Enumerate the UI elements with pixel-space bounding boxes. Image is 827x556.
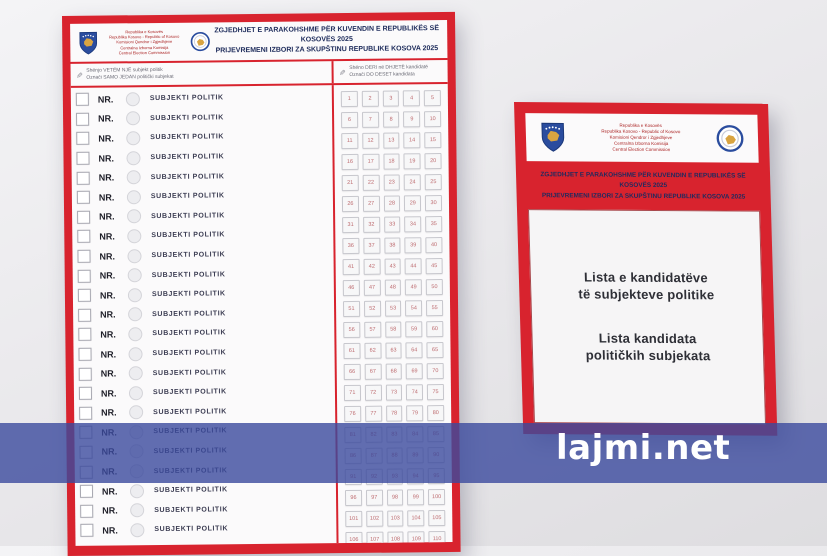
mark-checkbox (80, 504, 93, 517)
candidate-number-cell: 48 (384, 279, 401, 295)
row-number-label: NR. (99, 290, 116, 301)
row-number-label: NR. (99, 211, 115, 222)
party-row (71, 126, 332, 148)
candidate-number-cell: 39 (405, 237, 422, 253)
candidate-number-cell: 72 (365, 385, 382, 401)
row-number-label: NR. (99, 231, 115, 242)
candidate-number-cell: 70 (427, 363, 444, 379)
candidate-number-cell: 49 (405, 279, 422, 295)
cec-line: Republika Kosovo - Republic of Kosovo (109, 33, 180, 40)
candidate-number-cell: 74 (406, 384, 423, 400)
candidate-number-cell: 14 (404, 132, 421, 148)
party-logo-placeholder-icon (127, 170, 141, 184)
party-name-label: SUBJEKTI POLITIK (150, 153, 225, 162)
cec-line: Central Election Commission (612, 146, 671, 153)
cover-header (525, 113, 758, 163)
row-number-label: NR. (102, 505, 118, 516)
candidate-number-cell: 73 (385, 384, 402, 400)
row-number-label: NR. (97, 94, 114, 105)
party-row (72, 244, 333, 266)
candidate-number-cell: 3 (382, 90, 399, 106)
candidate-number-cell: 59 (406, 321, 423, 337)
party-name-label: SUBJEKTI POLITIK (150, 114, 224, 122)
cec-line: Republika Kosovo - Republic of Kosovo (601, 128, 681, 135)
candidate-number-cell: 38 (384, 237, 401, 253)
candidate-number-cell: 60 (426, 321, 443, 337)
candidate-number-cell: 17 (362, 154, 379, 170)
candidate-number-cell: 10 (424, 111, 441, 127)
candidate-number-cell: 108 (387, 531, 404, 545)
candidate-number-cell: 106 (345, 532, 362, 546)
candidate-number-cell: 56 (343, 322, 360, 338)
candidate-number-cell: 110 (429, 531, 446, 546)
candidate-number-cell: 66 (344, 364, 361, 380)
party-logo-placeholder-icon (127, 249, 141, 263)
row-number-label: NR. (101, 407, 117, 418)
party-logo-placeholder-icon (130, 523, 144, 537)
candidate-number-cell: 22 (362, 175, 379, 191)
party-logo-placeholder-icon (129, 366, 143, 380)
mark-checkbox (77, 211, 90, 224)
watermark-band (0, 423, 827, 483)
party-logo-placeholder-icon (130, 503, 144, 517)
cec-line: Republika e Kosovës (619, 122, 662, 128)
mark-checkbox (79, 407, 92, 420)
candidate-number-cell: 105 (428, 510, 445, 526)
candidate-number-cell: 61 (343, 343, 360, 359)
party-logo-placeholder-icon (129, 386, 143, 400)
party-name-label: SUBJEKTI POLITIK (151, 251, 226, 260)
mark-checkbox (78, 289, 91, 302)
mark-checkbox (80, 524, 93, 537)
candidate-number-cell: 12 (362, 133, 379, 149)
party-logo-placeholder-icon (128, 268, 142, 282)
mark-checkbox (77, 171, 90, 184)
candidate-number-cell: 24 (404, 174, 421, 190)
candidate-number-cell: 23 (383, 174, 400, 190)
candidate-number-cell: 78 (386, 405, 403, 421)
party-name-label: SUBJEKTI POLITIK (152, 310, 226, 318)
mark-checkbox (78, 309, 91, 322)
cec-line: Komisioni Qendror i Zgjedhjeve (116, 39, 173, 45)
candidate-number-cell: 71 (344, 385, 361, 401)
candidate-number-cell: 37 (363, 238, 380, 254)
party-row (75, 518, 336, 540)
party-name-label: SUBJEKTI POLITIK (152, 368, 227, 377)
row-number-label: NR. (100, 329, 116, 340)
mark-checkbox (78, 269, 91, 282)
party-name-label: SUBJEKTI POLITIK (149, 94, 224, 103)
candidate-number-cell: 20 (425, 153, 442, 169)
mark-checkbox (79, 387, 92, 400)
cover-title-panel (528, 209, 766, 425)
cec-header-text (570, 122, 713, 153)
candidate-number-cell: 13 (383, 132, 400, 148)
mark-checkbox (76, 93, 89, 106)
party-name-label: SUBJEKTI POLITIK (151, 270, 226, 279)
party-row (73, 264, 334, 286)
candidate-number-cell: 6 (341, 112, 358, 128)
mark-checkbox (78, 328, 91, 341)
candidate-number-cell: 2 (362, 91, 379, 107)
party-logo-placeholder-icon (127, 190, 141, 204)
party-name-label: SUBJEKTI POLITIK (152, 349, 227, 358)
candidate-number-cell: 18 (383, 153, 400, 169)
cec-header-text (102, 29, 186, 56)
candidate-number-cell: 62 (364, 343, 381, 359)
candidate-number-cell: 51 (343, 301, 360, 317)
candidate-number-cell: 19 (404, 153, 421, 169)
candidate-number-cell: 26 (342, 196, 359, 212)
cec-line: Central Election Commission (118, 49, 171, 56)
instruction-entity-text: Shënjo VETËM NJË subjekt politik Označi SAMO JEDAN politički subjekat (86, 66, 174, 81)
row-number-label: NR. (100, 368, 117, 379)
candidate-number-cell: 80 (427, 405, 444, 421)
candidate-number-cell: 103 (387, 510, 404, 526)
mark-checkbox (77, 230, 90, 243)
candidate-number-cell: 98 (387, 489, 404, 505)
ballot-title-sr: PRIJEVREMENI IZBORI ZA SKUPŠTINU REPUBLIKE KOSOVA 2025 (215, 45, 439, 55)
candidate-number-cell: 46 (343, 280, 360, 296)
party-row (73, 303, 334, 325)
party-logo-placeholder-icon (127, 229, 141, 243)
row-number-label: NR. (101, 486, 118, 497)
ballot-header (70, 20, 447, 64)
row-number-label: NR. (98, 113, 114, 125)
candidate-number-cell: 42 (363, 259, 380, 275)
candidate-number-cell: 33 (384, 216, 401, 232)
party-row (71, 146, 332, 168)
mark-checkbox (77, 250, 90, 263)
candidate-number-cell: 1 (341, 91, 358, 107)
candidate-number-cell: 36 (342, 238, 359, 254)
party-row (72, 224, 333, 246)
candidate-number-cell: 50 (426, 279, 443, 295)
party-row (74, 401, 335, 423)
candidate-number-cell: 101 (345, 511, 362, 527)
candidate-number-cell: 21 (342, 175, 359, 191)
candidate-number-cell: 104 (408, 510, 425, 526)
row-number-label: NR. (99, 270, 116, 281)
pencil-icon: ✎ (74, 71, 84, 79)
mark-checkbox (76, 113, 89, 126)
party-name-label: SUBJEKTI POLITIK (150, 192, 225, 201)
kosovo-shield-icon (540, 121, 567, 153)
cec-line: Republika e Kosovës (125, 28, 163, 35)
party-logo-placeholder-icon (126, 151, 140, 165)
cover-title-serbian: Lista kandidata političkih subjekata (585, 330, 711, 364)
row-number-label: NR. (99, 251, 116, 262)
candidate-number-cell: 67 (364, 364, 381, 380)
candidate-number-cell: 109 (408, 531, 425, 546)
candidate-number-cell: 25 (425, 174, 442, 190)
ballot-title (214, 24, 443, 57)
candidate-number-cell: 68 (385, 363, 402, 379)
party-row (74, 361, 335, 383)
cover-title-albanian: Lista e kandidatëve të subjekteve politike (578, 269, 715, 303)
candidate-number-cell: 28 (383, 195, 400, 211)
candidate-number-cell: 55 (426, 300, 443, 316)
pencil-icon: ✎ (337, 68, 347, 76)
party-logo-placeholder-icon (130, 484, 144, 498)
candidate-number-cell: 29 (404, 195, 421, 211)
candidate-number-cell: 79 (406, 405, 423, 421)
party-row (73, 283, 334, 305)
row-number-label: NR. (98, 153, 115, 164)
row-number-label: NR. (98, 133, 114, 144)
ballot-title-sq: ZGJEDHJET E PARAKOHSHME PËR KUVENDIN E REPUBLIKËS SË KOSOVËS 2025 (214, 24, 440, 44)
candidate-number-cell: 52 (364, 301, 381, 317)
mark-checkbox (78, 348, 91, 361)
party-row (71, 107, 332, 129)
row-number-label: NR. (100, 348, 117, 360)
candidate-number-cell: 58 (385, 321, 402, 337)
cec-line: Centralna Izborna Komisija (614, 140, 669, 147)
party-logo-placeholder-icon (128, 288, 142, 302)
row-number-label: NR. (98, 192, 115, 203)
row-number-label: NR. (100, 388, 117, 399)
candidate-number-cell: 64 (406, 342, 423, 358)
mark-checkbox (77, 191, 90, 204)
candidate-number-cell: 16 (341, 154, 358, 170)
candidate-number-cell: 30 (425, 195, 442, 211)
candidate-number-cell: 57 (364, 322, 381, 338)
candidate-number-cell: 35 (425, 216, 442, 232)
party-name-label: SUBJEKTI POLITIK (153, 486, 228, 495)
party-logo-placeholder-icon (126, 112, 140, 126)
candidate-number-cell: 4 (403, 90, 420, 106)
party-row (73, 342, 334, 364)
party-name-label: SUBJEKTI POLITIK (150, 133, 225, 142)
party-row (72, 185, 333, 207)
candidate-number-cell: 11 (341, 133, 358, 149)
candidate-number-cell: 102 (366, 511, 383, 527)
row-number-label: NR. (100, 309, 116, 320)
party-logo-placeholder-icon (129, 405, 143, 419)
party-name-label: SUBJEKTI POLITIK (151, 212, 225, 220)
party-row (71, 87, 332, 109)
party-row (73, 322, 334, 344)
instruction-candidates-text: Shëno DERI në DHJETË kandidatë Označi DO DESET kandidata (349, 63, 428, 78)
candidate-number-cell: 99 (407, 489, 424, 505)
candidate-number-cell: 7 (362, 112, 379, 128)
watermark-text: lajmi.net (556, 428, 731, 468)
candidate-number-cell: 107 (366, 532, 383, 546)
candidate-number-cell: 53 (385, 300, 402, 316)
kosovo-shield-icon (78, 30, 98, 55)
candidate-number-cell: 69 (406, 363, 423, 379)
candidate-number-cell: 100 (428, 489, 445, 505)
party-row (74, 381, 335, 403)
candidate-number-cell: 27 (363, 196, 380, 212)
party-name-label: SUBJEKTI POLITIK (154, 506, 228, 514)
candidate-number-cell: 15 (424, 132, 441, 148)
instruction-candidates (333, 60, 447, 83)
cover-banner-sr: PRIJEVREMENI IZBORI ZA SKUPŠTINU REPUBLIKE KOSOVA 2025 (541, 191, 746, 201)
party-logo-placeholder-icon (128, 327, 142, 341)
candidate-number-cell: 54 (405, 300, 422, 316)
party-name-label: SUBJEKTI POLITIK (152, 388, 227, 397)
instruction-entity (71, 61, 334, 86)
candidate-number-cell: 96 (345, 490, 362, 506)
candidate-number-cell: 47 (364, 280, 381, 296)
candidate-number-cell: 41 (343, 259, 360, 275)
row-number-label: NR. (102, 525, 118, 536)
mark-checkbox (79, 367, 92, 380)
row-number-label: NR. (98, 172, 115, 183)
party-logo-placeholder-icon (126, 131, 140, 145)
party-name-label: SUBJEKTI POLITIK (154, 525, 229, 534)
cec-line: Centralna Izborna Komisija (120, 44, 169, 50)
party-row (75, 499, 336, 521)
candidate-number-cell: 44 (405, 258, 422, 274)
party-logo-placeholder-icon (128, 347, 142, 361)
party-name-label: SUBJEKTI POLITIK (150, 172, 225, 181)
party-name-label: SUBJEKTI POLITIK (152, 329, 227, 338)
party-logo-placeholder-icon (128, 308, 142, 322)
candidate-number-cell: 5 (424, 90, 441, 106)
candidate-number-cell: 75 (427, 384, 444, 400)
candidate-number-cell: 65 (427, 342, 444, 358)
party-name-label: SUBJEKTI POLITIK (151, 290, 226, 299)
party-logo-placeholder-icon (126, 92, 140, 106)
cec-line: Komisioni Qendror i Zgjedhjeve (609, 134, 673, 141)
candidate-number-cell: 32 (363, 217, 380, 233)
cec-logo-icon (716, 124, 745, 152)
party-row (72, 205, 333, 227)
candidate-number-cell: 76 (344, 406, 361, 422)
party-name-label: SUBJEKTI POLITIK (151, 231, 226, 240)
candidate-number-cell: 97 (366, 490, 383, 506)
candidate-number-cell: 31 (342, 217, 359, 233)
cover-banner (529, 170, 758, 202)
mark-checkbox (76, 152, 89, 165)
candidate-number-cell: 63 (385, 342, 402, 358)
candidate-number-cell: 45 (426, 258, 443, 274)
candidate-number-cell: 8 (383, 111, 400, 127)
party-name-label: SUBJEKTI POLITIK (153, 408, 227, 416)
candidate-number-cell: 9 (403, 111, 420, 127)
mark-checkbox (80, 485, 93, 498)
candidate-number-cell: 77 (365, 406, 382, 422)
candidate-number-cell: 34 (405, 216, 422, 232)
cover-page (514, 102, 777, 436)
cec-logo-icon (190, 31, 210, 51)
candidate-number-cell: 40 (426, 237, 443, 253)
party-row (72, 166, 333, 188)
mark-checkbox (76, 132, 89, 145)
party-logo-placeholder-icon (127, 210, 141, 224)
cover-banner-sq: ZGJEDHJET E PARAKOHSHME PËR KUVENDIN E REPUBLIKËS SË KOSOVËS 2025 (540, 171, 746, 190)
candidate-number-cell: 43 (384, 258, 401, 274)
